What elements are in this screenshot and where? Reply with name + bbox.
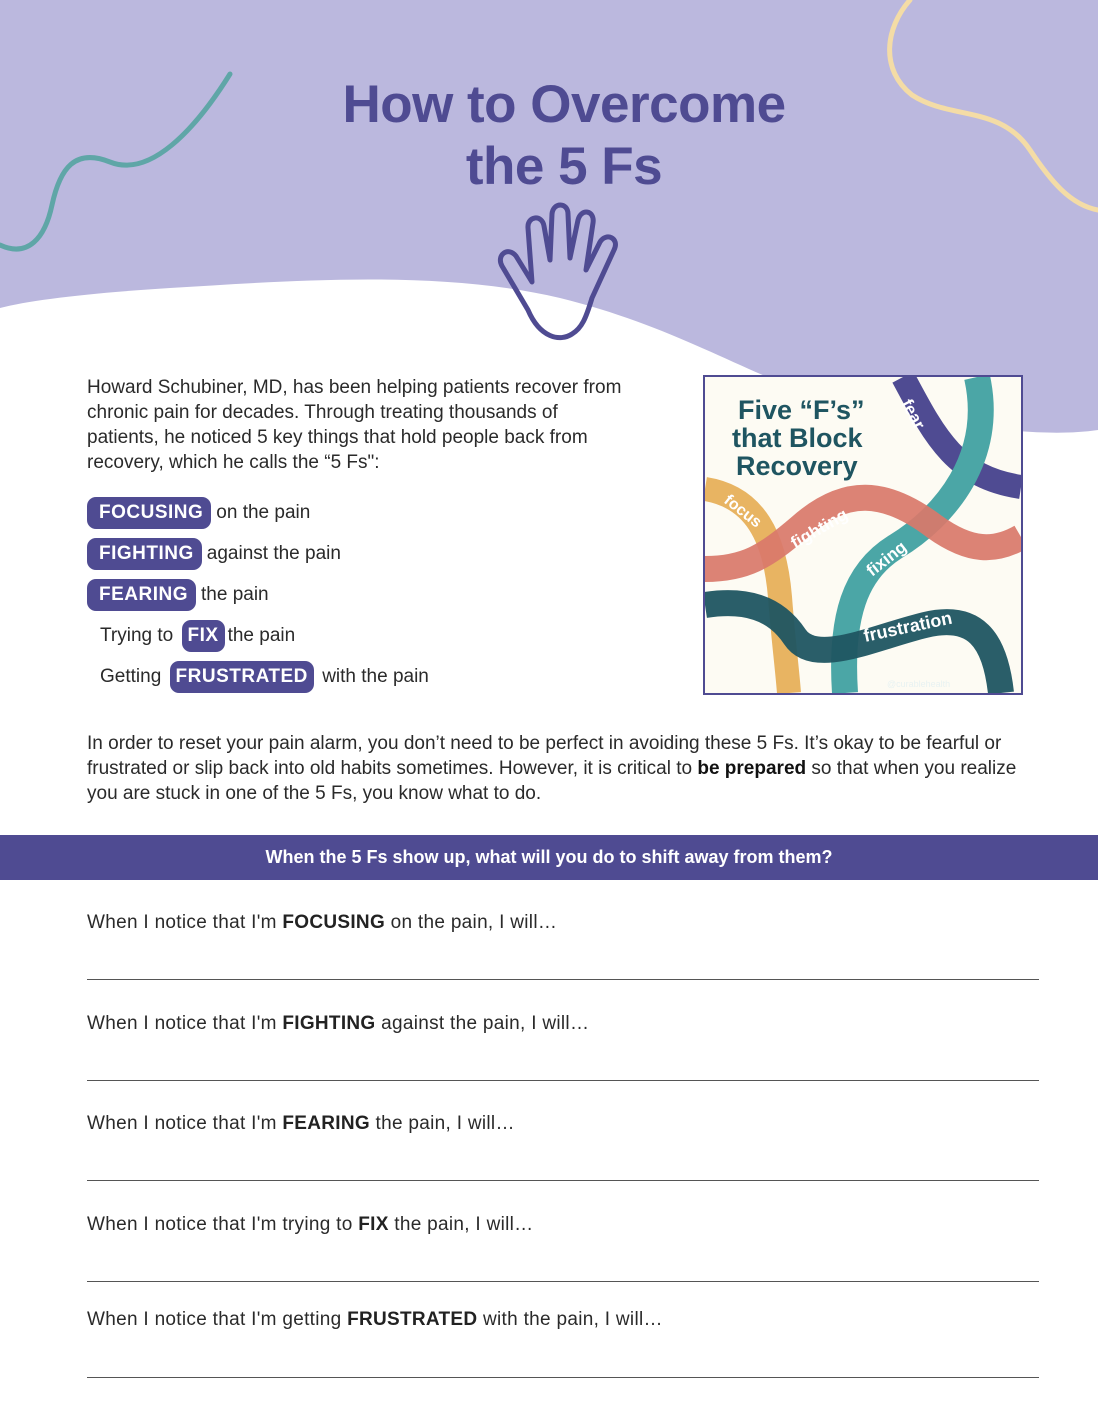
fear-label: fear (897, 395, 929, 433)
list-item (87, 661, 647, 702)
paragraph-emphasis: be prepared (697, 758, 807, 779)
body-paragraph (87, 731, 1037, 806)
prompt-focusing (87, 912, 1039, 934)
list-item-prefix: Getting (100, 666, 162, 687)
prompt-keyword: FIGHTING (282, 1013, 376, 1034)
prompt-keyword: FEARING (282, 1113, 370, 1134)
frustration-label: frustration (861, 607, 954, 646)
list-item (87, 620, 647, 661)
list-item-text: against the pain (206, 543, 341, 564)
prompt-keyword: FOCUSING (282, 912, 386, 933)
f-pill: FIGHTING (87, 538, 202, 570)
prompt-text: on the pain, I will… (385, 912, 558, 933)
prompt-fix (87, 1214, 1039, 1236)
prompt-frustrated (87, 1309, 1039, 1331)
page-title (249, 74, 879, 198)
prompt-text: When I notice that I'm trying to (87, 1214, 359, 1235)
illustration-graphic (705, 377, 1021, 693)
f-pill: FOCUSING (87, 497, 211, 529)
list-item (87, 538, 647, 579)
fighting-label: fighting (787, 504, 851, 553)
list-item-prefix: Trying to (100, 625, 174, 646)
paragraph-text: In order to reset your pain alarm, you don’t need to be perfect in avoiding these 5 Fs. It’s okay to be fearful or frustrated or slip back into old habits sometimes. However, it is critical to (87, 733, 1002, 779)
waving-hand-icon (488, 200, 638, 355)
prompt-keyword: FIX (358, 1214, 389, 1235)
figure-title-line-2: that Block (732, 423, 863, 453)
prompt-fearing (87, 1113, 1039, 1135)
five-fs-list (87, 497, 647, 702)
prompt-text: When I notice that I'm (87, 912, 283, 933)
list-item-text: the pain (201, 584, 269, 605)
f-pill: FRUSTRATED (170, 661, 314, 693)
prompt-text: When I notice that I'm (87, 1113, 283, 1134)
figure-title-line-1: Five “F’s” (738, 395, 865, 425)
fixing-label: fixing (862, 537, 911, 581)
answer-line-fighting[interactable] (87, 1080, 1039, 1081)
prompt-text: When I notice that I'm getting (87, 1309, 348, 1330)
prompt-text: with the pain, I will… (477, 1309, 663, 1330)
list-item-text: on the pain (216, 502, 311, 523)
answer-line-fearing[interactable] (87, 1180, 1039, 1181)
answer-line-focusing[interactable] (87, 979, 1039, 980)
answer-line-fix[interactable] (87, 1281, 1039, 1282)
section-banner: When the 5 Fs show up, what will you do to shift away from them? (0, 835, 1098, 880)
intro-paragraph: Howard Schubiner, MD, has been helping patients recover from chronic pain for decades. Through treating thousands of patients, he noticed 5 key things that hold people back from recovery, which he calls the “5 Fs": (87, 377, 622, 473)
list-item (87, 579, 647, 620)
prompt-text: When I notice that I'm (87, 1013, 283, 1034)
five-fs-illustration (703, 375, 1023, 695)
title-line-1: How to Overcome (342, 75, 786, 134)
list-item (87, 497, 647, 538)
prompt-text: against the pain, I will… (375, 1013, 590, 1034)
prompt-text: the pain, I will… (369, 1113, 515, 1134)
figure-credit: @curablehealth (887, 679, 951, 689)
figure-title-line-3: Recovery (736, 451, 858, 481)
f-pill: FIX (182, 620, 225, 652)
answer-line-frustrated[interactable] (87, 1377, 1039, 1378)
prompt-fighting (87, 1013, 1039, 1035)
title-line-2: the 5 Fs (465, 137, 663, 196)
prompt-keyword: FRUSTRATED (347, 1309, 478, 1330)
list-item-text: the pain (227, 625, 296, 646)
prompt-text: the pain, I will… (388, 1214, 534, 1235)
list-item-text: with the pain (322, 666, 429, 687)
paragraph-text-end: so that when you realize you are stuck in one of the 5 Fs, you know what to do. (87, 758, 1017, 804)
f-pill: FEARING (87, 579, 196, 611)
focus-label: focus (720, 491, 765, 532)
